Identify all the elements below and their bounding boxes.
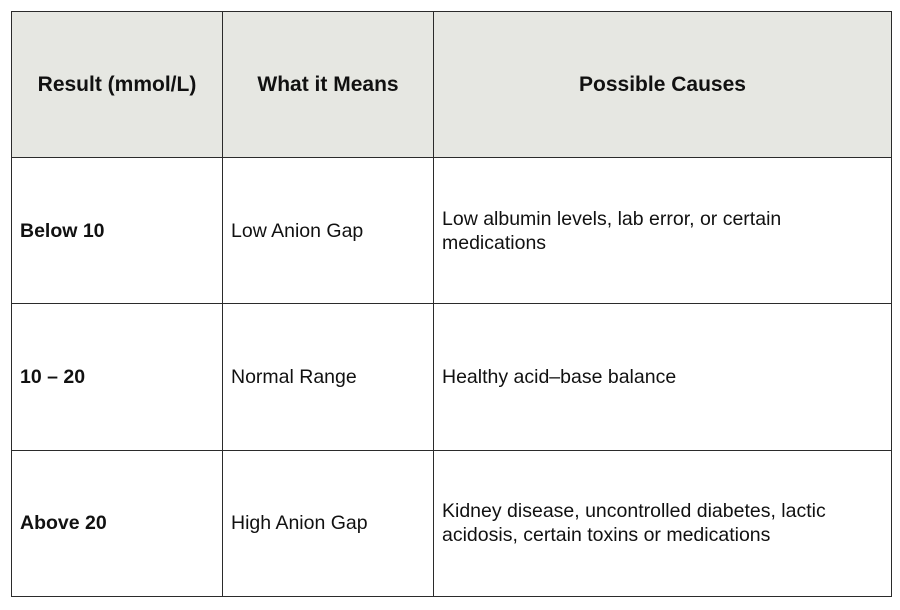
meaning-cell: High Anion Gap [223, 450, 434, 596]
anion-gap-table [11, 11, 892, 597]
causes-cell: Healthy acid–base balance [434, 304, 892, 450]
result-cell: Above 20 [12, 450, 223, 596]
causes-cell: Low albumin levels, lab error, or certain medications [434, 158, 892, 304]
header-meaning: What it Means [223, 12, 434, 158]
result-cell: 10 – 20 [12, 304, 223, 450]
header-result: Result (mmol/L) [12, 12, 223, 158]
header-causes: Possible Causes [434, 12, 892, 158]
causes-cell: Kidney disease, uncontrolled diabetes, lactic acidosis, certain toxins or medications [434, 450, 892, 596]
table-row [12, 304, 892, 450]
table-body [12, 158, 892, 597]
meaning-cell: Normal Range [223, 304, 434, 450]
meaning-cell: Low Anion Gap [223, 158, 434, 304]
table-header [12, 12, 892, 158]
table-row [12, 158, 892, 304]
header-row [12, 12, 892, 158]
table-row [12, 450, 892, 596]
result-cell: Below 10 [12, 158, 223, 304]
